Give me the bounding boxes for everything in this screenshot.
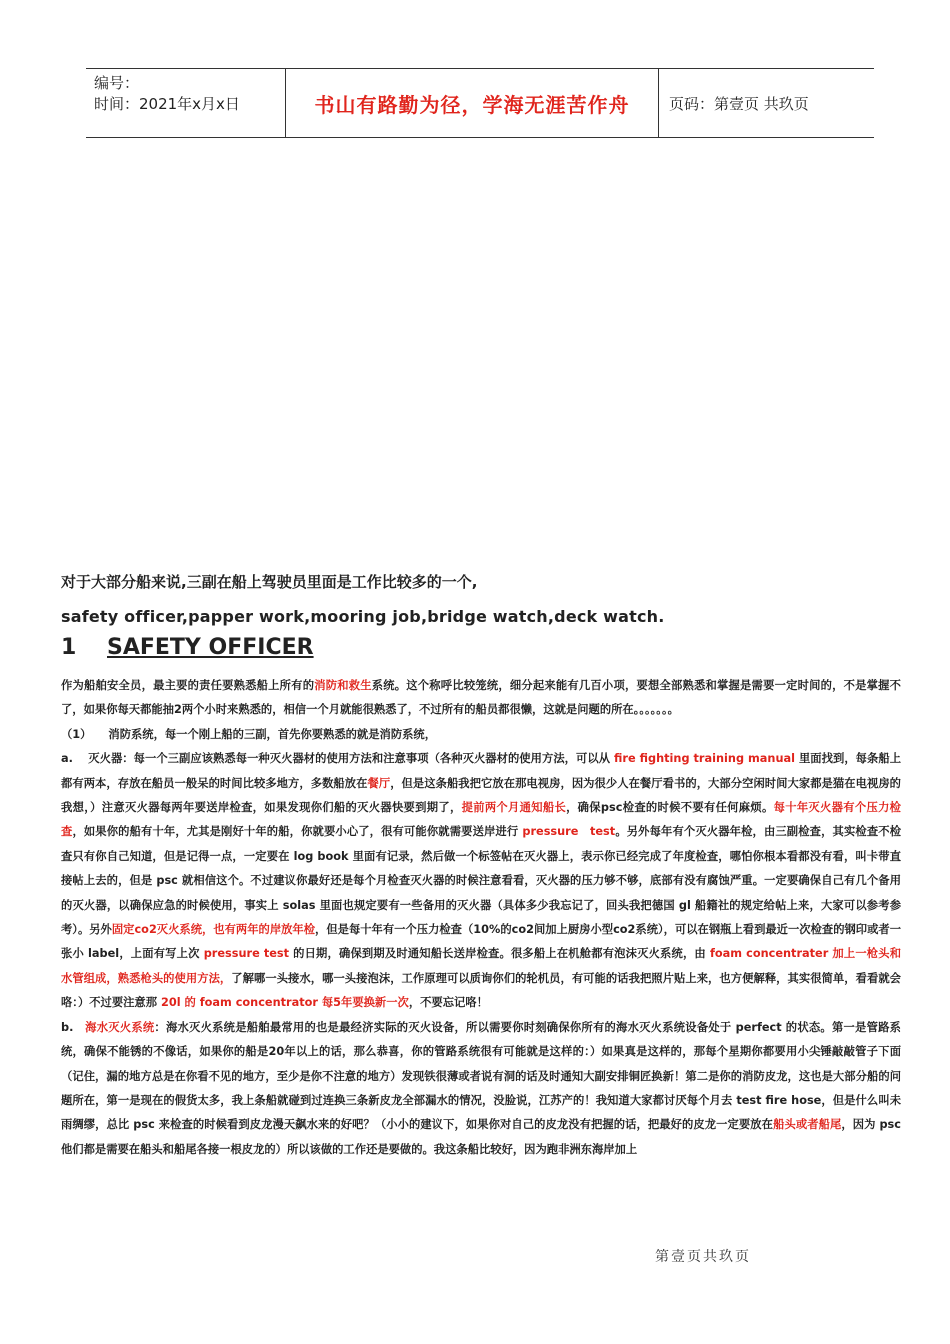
paragraph-fire-system [61, 723, 901, 747]
text-run: （1） 消防系统，每一个刚上船的三副，首先你要熟悉的就是消防系统， [61, 727, 437, 741]
document-header [86, 68, 874, 138]
highlight-run: 船头或者船尾 [773, 1118, 842, 1132]
document-body [61, 572, 901, 1162]
roles-list: safety officer,papper work,mooring job,bridge watch,deck watch. [61, 607, 665, 626]
text-run: 作为船舶安全员，最主要的责任要熟悉船上所有的 [61, 679, 315, 692]
section-heading [61, 634, 901, 662]
paragraph-extinguishers [61, 747, 901, 1015]
text-run: ，如果你的船有十年，尤其是刚好十年的船，你就要小心了，很有可能你就需要送岸进行 [72, 825, 523, 839]
highlight-run: 提前两个月通知船长 [461, 801, 567, 815]
header-meta [86, 69, 285, 137]
highlight-run: 固定co2灭火系统，也有两年的岸放年检 [111, 923, 316, 937]
highlight-run: 每十年灭火器有个压力检查 [61, 801, 901, 839]
text-run: ，但是这条船我把它放在那电视房，因为很少人在餐厅看书的，大部分空闲时间大家都是猫在电视房的我想，）注意灭火器每两年要送岸检查，如果发现你们船的灭火器快要到期了， [61, 776, 901, 815]
paragraph-intro [61, 674, 901, 723]
body-text [61, 674, 901, 1162]
text-run: ，确保psc检查的时候不要有任何麻烦。 [566, 801, 774, 815]
highlight-run: 海水灭火系统 [85, 1020, 155, 1034]
code-label: 编号： [94, 74, 140, 92]
intro-text: 对于大部分船来说,三副在船上驾驶员里面是工作比较多的一个, [61, 573, 478, 591]
text-run: 里面找到，每条船上都有两本，存放在船员一般呆的时间比较多地方，多数船放在 [61, 752, 902, 790]
header-page-info: 页码：第壹页 共玖页 [669, 94, 809, 113]
paragraph-seawater-system [61, 1016, 901, 1162]
footer-page-number: 第壹页共玖页 [655, 1249, 751, 1265]
header-motto: 书山有路勤为径，学海无涯苦作舟 [314, 92, 630, 117]
highlight-run: 餐厅 [367, 776, 391, 790]
header-motto-cell [285, 69, 659, 137]
highlight-run: foam concentrater 加上一枪头和水管组成，熟悉枪头的使用方法， [61, 947, 902, 985]
highlight-run: 20l 的 foam concentrator 每5年要换新一次 [160, 996, 409, 1010]
text-run: ，因为 psc 他们都是需要在船头和船尾各接一根皮龙的）所以该做的工作还是要做的。我这条船比较好，因为跑非洲东海岸加上 [61, 1118, 901, 1156]
highlight-run: pressure test [203, 947, 290, 961]
text-run: 的日期，确保到期及时通知船长送岸检查。很多船上在机舱都有泡沫灭火系统，由 [289, 947, 710, 961]
text-run: ，不要忘记咯！ [408, 996, 488, 1010]
text-run: ，但是每十年有一个压力检查（10%的co2间加上厨房小型co2系统），可以在钢瓶上看到最近一次检查的钢印或者一张小 label，上面有写上次 [61, 923, 902, 961]
text-run: 了解哪一头接水，哪一头接泡沫，工作原理可以质询你们的轮机员，有可能的话我把照片贴上来，也方便解释，其实很简单，看看就会咯：）不过要注意那 [61, 971, 901, 1010]
text-run: 系统。这个称呼比较笼统，细分起来能有几百小项，要想全部熟悉和掌握是需要一定时间的，不是掌握不了，如果你每天都能抽2两个小时来熟悉的，相信一个月就能很熟悉了，不过所有的船员都很懒，这就是问题的所在。。。。。。。 [61, 679, 901, 717]
header-page-cell [659, 69, 874, 137]
text-run: ：海水灭火系统是船舶最常用的也是最经济实际的灭火设备，所以需要你时刻确保你所有的海水灭火系统设备处于 perfect 的状态。第一是管路系统，确保不能锈的不像话，如果你的船是20年以上的话，那么恭喜，你的管路系统很有可能就是这样的：）如果真是这样的，那每个星期你都要用小尖锤敲敲管子下面（记住，漏的地方总是在你看不见的地方，至少是你不注意的地方）发现铁很薄或者说有洞的话及时通知大副安排铜匠换新！第二是你的消防皮龙，这也是大部分船的问题所在，第一是现在的假货太多，我上条船就碰到过连换三条新皮龙全部漏水的情况，没脸说，江苏产的！我知道大家都讨厌每个月去 test fire hose，但是什么叫未雨绸缪，总比 psc 来检查的时候看到皮龙漫天飙水来的好吧？（小小的建议下，如果你对自己的皮龙没有把握的话，把最好的皮龙一定要放在 [61, 1020, 901, 1132]
section-number: 1 [61, 635, 77, 660]
text-run: b. [61, 1020, 86, 1034]
section-title: SAFETY OFFICER [107, 635, 314, 660]
date-label: 时间：2021年x月x日 [94, 95, 240, 113]
text-run: 。另外每年有个灭火器年检，由三副检查，其实检查不检查只有你自己知道，但是记得一点，一定要在 log book 里面有记录，然后做一个标签帖在灭火器上，表示你已经完成了年度检查，哪怕你根本看都没有看，叫卡带直接帖上去的，但是 psc 就相信这个。不过建议你最好还是每个月检查灭火器的时候注意看看，灭火器的压力够不够，底部有没有腐蚀严重。一定要确保自己有几个备用的灭火器，以确保应急的时候使用，事实上 solas 里面也规定要有一些备用的灭火器（具体多少我忘记了，回头我把德国 gl 船籍社的规定给帖上来，大家可以参考参考）。另外 [61, 825, 901, 937]
highlight-run: fire fighting training manual [614, 752, 795, 766]
highlight-run: 消防和救生 [314, 679, 372, 692]
highlight-run: pressure test [522, 825, 616, 839]
text-run: a. 灭火器：每一个三副应该熟悉每一种灭火器材的使用方法和注意事项（各种灭火器材的使用方法，可以从 [61, 752, 615, 766]
